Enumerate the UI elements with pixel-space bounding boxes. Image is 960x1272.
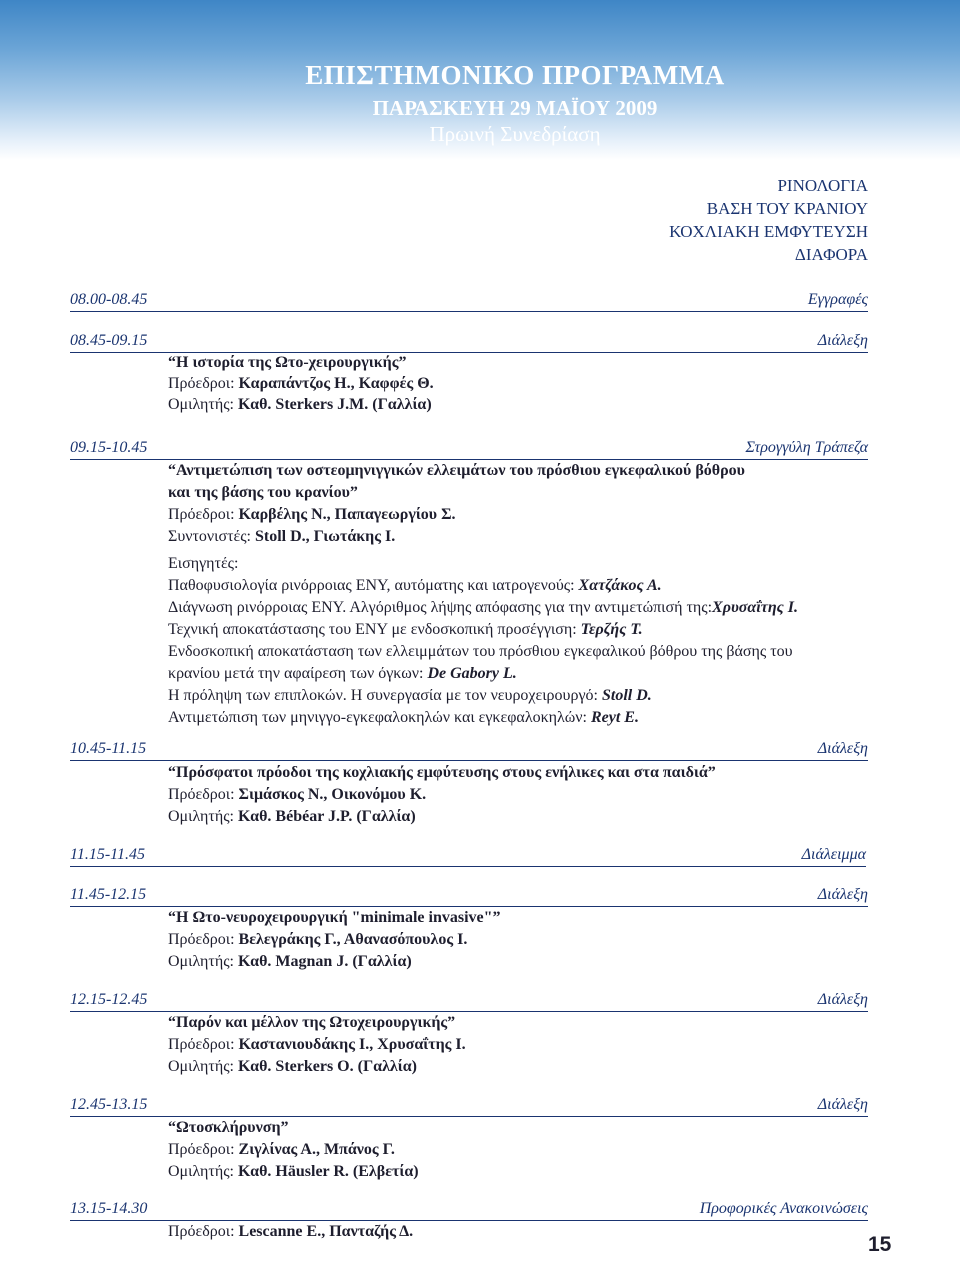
slot-header bbox=[70, 739, 868, 761]
slot-time: 11.45-12.15 bbox=[70, 886, 147, 903]
rapporteur-name: Reyt E. bbox=[590, 709, 639, 726]
slot-type: Διάλειμμα bbox=[801, 846, 866, 863]
lecture-title: “Ωτοσκλήρυνση” bbox=[168, 1119, 289, 1136]
page-title: ΕΠΙΣΤΗΜΟΝΙΚΟ ΠΡΟΓΡΑΜΜΑ bbox=[305, 60, 725, 90]
speaker-line bbox=[168, 951, 412, 972]
session-heading: Πρωινή Συνεδρίαση bbox=[429, 122, 601, 146]
rapporteur-item bbox=[168, 685, 652, 706]
lecture-title: “Παρόν και μέλλον της Ωτοχειρουργικής” bbox=[168, 1014, 456, 1031]
slot-time: 12.45-13.15 bbox=[70, 1096, 148, 1113]
slot-header bbox=[70, 331, 868, 353]
roundtable-title-cont: και της βάσης του κρανίου” bbox=[168, 484, 358, 501]
slot-header bbox=[70, 845, 866, 867]
slot-header bbox=[70, 438, 868, 460]
chairs-names: Σιμάσκος Ν., Οικονόμου Κ. bbox=[238, 786, 427, 803]
rapporteur-item: Ενδοσκοπική αποκατάσταση των ελλειμμάτων του πρόσθιου εγκεφαλικού βόθρου της βάσης του bbox=[168, 643, 793, 660]
slot-type: Εγγραφές bbox=[807, 291, 868, 308]
slot-type: Διάλεξη bbox=[817, 991, 868, 1008]
chairs-names: Lescanne E., Πανταζής Δ. bbox=[238, 1223, 414, 1240]
speaker-name: Καθ. Häusler R. (Ελβετία) bbox=[238, 1163, 419, 1180]
slot-time: 10.45-11.15 bbox=[70, 740, 147, 757]
chairs-names: Ζιγλίνας Α., Μπάνος Γ. bbox=[238, 1141, 395, 1158]
speaker-name: Καθ. Sterkers J.M. (Γαλλία) bbox=[238, 396, 432, 413]
slot-header bbox=[70, 1199, 868, 1221]
chairs-label: Πρόεδροι: bbox=[168, 1036, 239, 1053]
chairs-line bbox=[168, 1034, 466, 1055]
slot-type: Προφορικές Ανακοινώσεις bbox=[699, 1200, 868, 1217]
chairs-line bbox=[168, 373, 434, 394]
chairs-label: Πρόεδροι: bbox=[168, 786, 239, 803]
rapporteur-name: Χρυσαΐτης Ι. bbox=[712, 599, 798, 616]
chairs-names: Καρβέλης Ν., Παπαγεωργίου Σ. bbox=[238, 506, 456, 523]
slot-type: Διάλεξη bbox=[817, 740, 868, 757]
topic-item: ΡΙΝΟΛΟΓΙΑ bbox=[777, 176, 868, 195]
lecture-title: “Η Ωτο-νευροχειρουργική "minimale invasive"” bbox=[168, 909, 501, 926]
topic-item: ΒΑΣΗ ΤΟΥ ΚΡΑΝΙΟΥ bbox=[706, 199, 868, 218]
page-number: 15 bbox=[868, 1233, 892, 1256]
slot-time: 13.15-14.30 bbox=[70, 1200, 148, 1217]
speaker-name: Καθ. Bébéar J.P. (Γαλλία) bbox=[238, 808, 416, 825]
speaker-line bbox=[168, 394, 432, 415]
chairs-label: Πρόεδροι: bbox=[168, 931, 239, 948]
lecture-title: “Η ιστορία της Ωτο-χειρουργικής” bbox=[168, 354, 407, 371]
chairs-label: Πρόεδροι: bbox=[168, 506, 239, 523]
chairs-line bbox=[168, 1139, 395, 1160]
chairs-line bbox=[168, 929, 467, 950]
slot-time: 08.45-09.15 bbox=[70, 332, 148, 349]
rapporteur-topic: κρανίου μετά την αφαίρεση των όγκων: bbox=[168, 665, 428, 682]
chairs-names: Καστανιουδάκης Ι., Χρυσαΐτης Ι. bbox=[238, 1036, 466, 1053]
slot-header bbox=[70, 885, 868, 907]
chairs-line bbox=[168, 1221, 413, 1242]
topic-item: ΚΟΧΛΙΑΚΗ ΕΜΦΥΤΕΥΣΗ bbox=[669, 222, 868, 241]
chairs-label: Πρόεδροι: bbox=[168, 1141, 239, 1158]
coordinators-names: Stoll D., Γιωτάκης Ι. bbox=[255, 528, 396, 545]
slot-header bbox=[70, 290, 868, 312]
speaker-line bbox=[168, 1056, 417, 1077]
lecture-title: “Πρόσφατοι πρόοδοι της κοχλιακής εμφύτευσης στους ενήλικες και στα παιδιά” bbox=[168, 764, 716, 781]
coordinators-line bbox=[168, 526, 395, 547]
slot-header bbox=[70, 1095, 868, 1117]
chairs-names: Βελεγράκης Γ., Αθανασόπουλος Ι. bbox=[238, 931, 468, 948]
speaker-line bbox=[168, 806, 416, 827]
slot-type: Διάλεξη bbox=[817, 332, 868, 349]
rapporteur-name: De Gabory L. bbox=[427, 665, 517, 682]
rapporteur-name: Χατζάκος Α. bbox=[578, 577, 662, 594]
chairs-names: Καραπάντζος Η., Καφφές Θ. bbox=[238, 375, 434, 392]
rapporteur-item bbox=[168, 597, 798, 618]
rapporteur-topic: Η πρόληψη των επιπλοκών. Η συνεργασία με τον νευροχειρουργό: bbox=[168, 687, 602, 704]
rapporteur-item-cont bbox=[168, 663, 517, 684]
rapporteur-item bbox=[168, 619, 643, 640]
roundtable-title: “Αντιμετώπιση των οστεομηνιγγικών ελλειμάτων του πρόσθιου εγκεφαλικού βόθρου bbox=[168, 462, 745, 479]
speaker-label: Ομιλητής: bbox=[168, 1163, 238, 1180]
rapporteur-name: Stoll D. bbox=[601, 687, 652, 704]
speaker-label: Ομιλητής: bbox=[168, 396, 238, 413]
rapporteur-item bbox=[168, 575, 662, 596]
slot-type: Διάλεξη bbox=[817, 886, 868, 903]
slot-time: 09.15-10.45 bbox=[70, 439, 148, 456]
rapporteur-topic: Τεχνική αποκατάστασης του ΕΝΥ με ενδοσκοπική προσέγγιση: bbox=[168, 621, 581, 638]
rapporteur-topic: Αντιμετώπιση των μηνιγγο-εγκεφαλοκηλών και εγκεφαλοκηλών: bbox=[168, 709, 591, 726]
speaker-name: Καθ. Sterkers O. (Γαλλία) bbox=[238, 1058, 417, 1075]
topic-item: ΔΙΑΦΟΡΑ bbox=[794, 245, 868, 264]
date-heading: ΠΑΡΑΣΚΕΥΗ 29 ΜΑΪΟΥ 2009 bbox=[372, 96, 658, 120]
slot-time: 12.15-12.45 bbox=[70, 991, 148, 1008]
speaker-label: Ομιλητής: bbox=[168, 953, 238, 970]
chairs-line bbox=[168, 504, 456, 525]
slot-time: 11.15-11.45 bbox=[70, 846, 145, 863]
topics-list bbox=[669, 174, 868, 266]
speaker-name: Καθ. Magnan J. (Γαλλία) bbox=[238, 953, 412, 970]
rapporteur-topic: Παθοφυσιολογία ρινόρροιας ΕΝΥ, αυτόματης και ιατρογενούς: bbox=[168, 577, 579, 594]
rapporteur-topic: Διάγνωση ρινόρροιας ΕΝΥ. Αλγόριθμος λήψης απόφασης για την αντιμετώπισή της: bbox=[168, 599, 713, 616]
coordinators-label: Συντονιστές: bbox=[168, 528, 255, 545]
rapporteur-item bbox=[168, 707, 639, 728]
chairs-line bbox=[168, 784, 426, 805]
speaker-line bbox=[168, 1161, 419, 1182]
speaker-label: Ομιλητής: bbox=[168, 808, 238, 825]
rapporteurs-label: Εισηγητές: bbox=[168, 555, 239, 572]
rapporteur-name: Τερζής Τ. bbox=[580, 621, 643, 638]
chairs-label: Πρόεδροι: bbox=[168, 375, 239, 392]
slot-type: Διάλεξη bbox=[817, 1096, 868, 1113]
slot-type: Στρογγύλη Τράπεζα bbox=[745, 439, 868, 456]
slot-time: 08.00-08.45 bbox=[70, 291, 148, 308]
speaker-label: Ομιλητής: bbox=[168, 1058, 238, 1075]
chairs-label: Πρόεδροι: bbox=[168, 1223, 239, 1240]
slot-header bbox=[70, 990, 868, 1012]
